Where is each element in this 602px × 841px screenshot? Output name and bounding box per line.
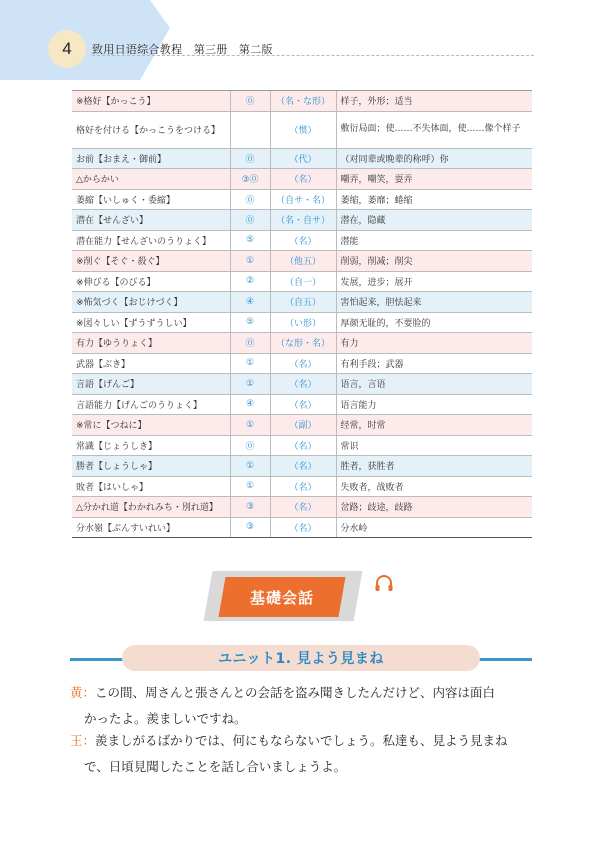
part-of-speech: （名） — [270, 394, 336, 415]
table-row — [72, 292, 532, 313]
accent-number: ① — [230, 353, 270, 374]
dialogue-text: かったよ。羨ましいですね。 — [84, 711, 247, 726]
vocab-word: 分水嶺【ぶんすいれい】 — [72, 517, 230, 538]
meaning: 敷衍局面；使……不失体面，使……像个样子 — [336, 111, 532, 148]
part-of-speech: （代） — [270, 148, 336, 169]
vocab-word: ※伸びる【のびる】 — [72, 271, 230, 292]
dialogue-text: この間、周さんと張さんとの会話を盗み聞きしたんだけど、内容は面白 — [95, 685, 496, 700]
vocab-word: ※削ぐ【そぐ・殺ぐ】 — [72, 251, 230, 272]
part-of-speech: （な形・名） — [270, 333, 336, 354]
meaning: 岔路；歧途，歧路 — [336, 497, 532, 518]
accent-number: ① — [230, 374, 270, 395]
part-of-speech: （自五） — [270, 292, 336, 313]
meaning: 有利手段；武器 — [336, 353, 532, 374]
vocab-word: 萎縮【いしゅく・委縮】 — [72, 189, 230, 210]
table-row — [72, 435, 532, 456]
meaning: 分水岭 — [336, 517, 532, 538]
part-of-speech: （名） — [270, 374, 336, 395]
accent-number: ⑤ — [230, 312, 270, 333]
table-row — [72, 517, 532, 538]
meaning: 胜者，获胜者 — [336, 456, 532, 477]
vocab-word: △からかい — [72, 169, 230, 190]
meaning: （对同辈或晚辈的称呼）你 — [336, 148, 532, 169]
vocab-word: 言語【げんご】 — [72, 374, 230, 395]
table-row — [72, 497, 532, 518]
table-row — [72, 271, 532, 292]
meaning: 失败者，战败者 — [336, 476, 532, 497]
part-of-speech: （名・自サ） — [270, 210, 336, 231]
meaning: 潜在，隐藏 — [336, 210, 532, 231]
accent-number: ① — [230, 415, 270, 436]
table-row — [72, 210, 532, 231]
meaning: 有力 — [336, 333, 532, 354]
table-row — [72, 476, 532, 497]
table-row — [72, 251, 532, 272]
vocab-word: △分かれ道【わかれみち・別れ道】 — [72, 497, 230, 518]
dialogue-line — [70, 728, 535, 780]
part-of-speech: （名） — [270, 353, 336, 374]
meaning: 萎缩，萎靡；蜷缩 — [336, 189, 532, 210]
meaning: 经常，时常 — [336, 415, 532, 436]
table-row — [72, 394, 532, 415]
vocab-word: お前【おまえ・御前】 — [72, 148, 230, 169]
table-row — [72, 148, 532, 169]
accent-number: ⓪ — [230, 91, 270, 112]
accent-number: ⓪ — [230, 189, 270, 210]
vocab-word: ※図々しい【ずうずうしい】 — [72, 312, 230, 333]
table-row — [72, 333, 532, 354]
accent-number: ⓪ — [230, 148, 270, 169]
part-of-speech: （い形） — [270, 312, 336, 333]
table-row — [72, 374, 532, 395]
page-number: 4 — [48, 30, 86, 68]
meaning: 嘲弄，嘲笑，耍弄 — [336, 169, 532, 190]
part-of-speech: （副） — [270, 415, 336, 436]
meaning: 常识 — [336, 435, 532, 456]
part-of-speech: （名） — [270, 517, 336, 538]
meaning: 潜能 — [336, 230, 532, 251]
speaker-label: 黄： — [70, 685, 96, 700]
part-of-speech: （名） — [270, 230, 336, 251]
meaning: 样子，外形；适当 — [336, 91, 532, 112]
accent-number: ③ — [230, 497, 270, 518]
vocab-word: 常識【じょうしき】 — [72, 435, 230, 456]
headphones-icon[interactable] — [373, 572, 395, 594]
vocab-word: 格好を付ける【かっこうをつける】 — [72, 111, 230, 148]
vocab-word: 敗者【はいしゃ】 — [72, 476, 230, 497]
vocab-word: ※怖気づく【おじけづく】 — [72, 292, 230, 313]
part-of-speech: （名・な形） — [270, 91, 336, 112]
accent-number: ⓪ — [230, 210, 270, 231]
meaning: 害怕起来，胆怯起来 — [336, 292, 532, 313]
vocab-word: 勝者【しょうしゃ】 — [72, 456, 230, 477]
meaning: 语言，言语 — [336, 374, 532, 395]
part-of-speech: （自一） — [270, 271, 336, 292]
accent-number — [230, 111, 270, 148]
table-row — [72, 456, 532, 477]
table-row — [72, 230, 532, 251]
dialogue-text: 羨ましがるばかりでは、何にもならないでしょう。私達も、見よう見まね — [95, 733, 508, 748]
meaning: 削弱，削减；削尖 — [336, 251, 532, 272]
book-title: 致用日语综合教程 第三册 第二版 — [92, 43, 273, 56]
accent-number: ④ — [230, 292, 270, 313]
vocab-word: 武器【ぶき】 — [72, 353, 230, 374]
accent-number: ④ — [230, 394, 270, 415]
vocabulary-table — [72, 90, 532, 538]
meaning: 语言能力 — [336, 394, 532, 415]
header-divider — [92, 55, 534, 56]
part-of-speech: （名） — [270, 456, 336, 477]
part-of-speech: （名） — [270, 435, 336, 456]
part-of-speech: （他五） — [270, 251, 336, 272]
vocab-word: ※格好【かっこう】 — [72, 91, 230, 112]
accent-number: ⓪ — [230, 333, 270, 354]
accent-number: ⓪ — [230, 435, 270, 456]
accent-number: ⑤ — [230, 230, 270, 251]
dialogue-line — [70, 680, 535, 732]
part-of-speech: （名） — [270, 497, 336, 518]
part-of-speech: （惯） — [270, 111, 336, 148]
part-of-speech: （自サ・名） — [270, 189, 336, 210]
part-of-speech: （名） — [270, 169, 336, 190]
table-row — [72, 189, 532, 210]
table-row — [72, 353, 532, 374]
dialogue-text: で、日頃見聞したことを話し合いましょうよ。 — [84, 759, 347, 774]
speaker-label: 王： — [70, 733, 96, 748]
accent-number: ③⓪ — [230, 169, 270, 190]
meaning: 发展，进步；展开 — [336, 271, 532, 292]
part-of-speech: （名） — [270, 476, 336, 497]
corner-decoration — [0, 0, 170, 80]
table-row — [72, 312, 532, 333]
table-row — [72, 91, 532, 112]
accent-number: ② — [230, 271, 270, 292]
meaning: 厚颜无耻的，不要脸的 — [336, 312, 532, 333]
vocab-word: 潜在能力【せんざいのうりょく】 — [72, 230, 230, 251]
accent-number: ① — [230, 476, 270, 497]
section-banner — [200, 563, 370, 633]
accent-number: ③ — [230, 517, 270, 538]
accent-number: ① — [230, 251, 270, 272]
vocab-word: ※常に【つねに】 — [72, 415, 230, 436]
vocab-word: 潜在【せんざい】 — [72, 210, 230, 231]
unit-title: ユニット1. 見よう見まね — [122, 645, 480, 671]
table-row — [72, 415, 532, 436]
table-row — [72, 169, 532, 190]
accent-number: ① — [230, 456, 270, 477]
table-row — [72, 111, 532, 148]
vocab-word: 言語能力【げんごのうりょく】 — [72, 394, 230, 415]
banner-title: 基礎会話 — [249, 588, 314, 607]
vocab-word: 有力【ゆうりょく】 — [72, 333, 230, 354]
